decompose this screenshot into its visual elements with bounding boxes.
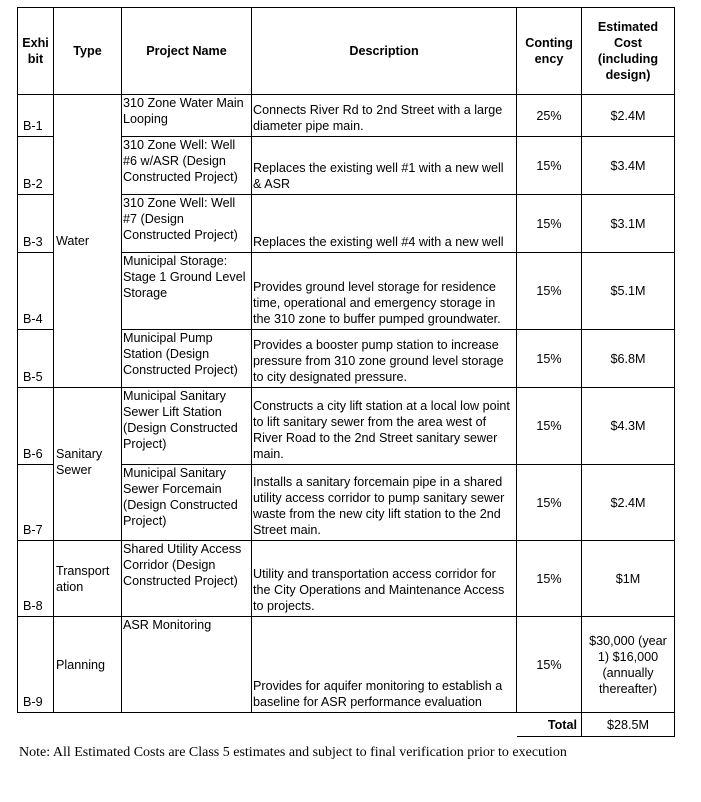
contingency-cell: 15% <box>517 253 582 330</box>
project-name-cell: Municipal Sanitary Sewer Forcemain (Design Constructed Project) <box>122 465 252 541</box>
table-row <box>18 95 675 137</box>
project-name-cell: 310 Zone Well: Well #6 w/ASR (Design Constructed Project) <box>122 137 252 195</box>
project-name-cell: ASR Monitoring <box>122 617 252 713</box>
contingency-cell: 15% <box>517 617 582 713</box>
project-name-cell: Shared Utility Access Corridor (Design Constructed Project) <box>122 541 252 617</box>
contingency-cell: 15% <box>517 137 582 195</box>
description-cell: Replaces the existing well #4 with a new well <box>252 195 517 253</box>
exhibit-cell: B-6 <box>18 388 54 465</box>
contingency-cell: 15% <box>517 195 582 253</box>
project-name-cell: Municipal Pump Station (Design Constructed Project) <box>122 330 252 388</box>
contingency-cell: 15% <box>517 541 582 617</box>
cost-note: Note: All Estimated Costs are Class 5 estimates and subject to final verification prior to execution <box>19 745 567 760</box>
type-cell-planning: Planning <box>54 617 122 713</box>
contingency-cell: 25% <box>517 95 582 137</box>
header-row <box>18 8 675 95</box>
header-project-name: Project Name <box>122 8 252 95</box>
total-value: $28.5M <box>582 713 675 737</box>
cost-cell: $1M <box>582 541 675 617</box>
cost-cell: $5.1M <box>582 253 675 330</box>
header-contingency: Conting ency <box>517 8 582 95</box>
contingency-cell: 15% <box>517 465 582 541</box>
total-spacer <box>18 713 517 737</box>
exhibit-cell: B-1 <box>18 95 54 137</box>
cost-cell: $4.3M <box>582 388 675 465</box>
description-cell: Provides for aquifer monitoring to establish a baseline for ASR performance evaluation <box>252 617 517 713</box>
header-estimated-cost: Estimated Cost (including design) <box>582 8 675 95</box>
cost-cell: $3.1M <box>582 195 675 253</box>
cost-cell: $30,000 (year 1) $16,000 (annually thereafter) <box>582 617 675 713</box>
type-cell-transportation: Transport ation <box>54 541 122 617</box>
exhibit-cell: B-3 <box>18 195 54 253</box>
table-row <box>18 541 675 617</box>
description-cell: Provides a booster pump station to increase pressure from 310 zone ground level storage to city designated pressure. <box>252 330 517 388</box>
project-name-cell: 310 Zone Water Main Looping <box>122 95 252 137</box>
table-row <box>18 617 675 713</box>
description-cell: Replaces the existing well #1 with a new well & ASR <box>252 137 517 195</box>
exhibit-cell: B-2 <box>18 137 54 195</box>
table-row <box>18 388 675 465</box>
exhibit-cell: B-9 <box>18 617 54 713</box>
capital-projects-table <box>17 7 675 737</box>
cost-cell: $3.4M <box>582 137 675 195</box>
exhibit-cell: B-5 <box>18 330 54 388</box>
project-name-cell: Municipal Storage: Stage 1 Ground Level Storage <box>122 253 252 330</box>
header-description: Description <box>252 8 517 95</box>
description-cell: Constructs a city lift station at a local low point to lift sanitary sewer from the area west of River Road to the 2nd Street sanitary sewer main. <box>252 388 517 465</box>
header-exhibit: Exhi bit <box>18 8 54 95</box>
type-cell-water: Water <box>54 95 122 388</box>
cost-cell: $2.4M <box>582 465 675 541</box>
contingency-cell: 15% <box>517 330 582 388</box>
description-cell: Utility and transportation access corridor for the City Operations and Maintenance Access to projects. <box>252 541 517 617</box>
project-name-cell: 310 Zone Well: Well #7 (Design Constructed Project) <box>122 195 252 253</box>
cost-cell: $2.4M <box>582 95 675 137</box>
exhibit-cell: B-4 <box>18 253 54 330</box>
contingency-cell: 15% <box>517 388 582 465</box>
exhibit-cell: B-8 <box>18 541 54 617</box>
exhibit-cell: B-7 <box>18 465 54 541</box>
total-label: Total <box>517 713 582 737</box>
header-type: Type <box>54 8 122 95</box>
project-name-cell: Municipal Sanitary Sewer Lift Station (Design Constructed Project) <box>122 388 252 465</box>
cost-cell: $6.8M <box>582 330 675 388</box>
description-cell: Provides ground level storage for residence time, operational and emergency storage in the 310 zone to buffer pumped groundwater. <box>252 253 517 330</box>
description-cell: Connects River Rd to 2nd Street with a large diameter pipe main. <box>252 95 517 137</box>
description-cell: Installs a sanitary forcemain pipe in a shared utility access corridor to pump sanitary sewer waste from the new city lift station to the 2nd Street main. <box>252 465 517 541</box>
type-cell-sanitary-sewer: Sanitary Sewer <box>54 388 122 541</box>
total-row <box>18 713 675 737</box>
